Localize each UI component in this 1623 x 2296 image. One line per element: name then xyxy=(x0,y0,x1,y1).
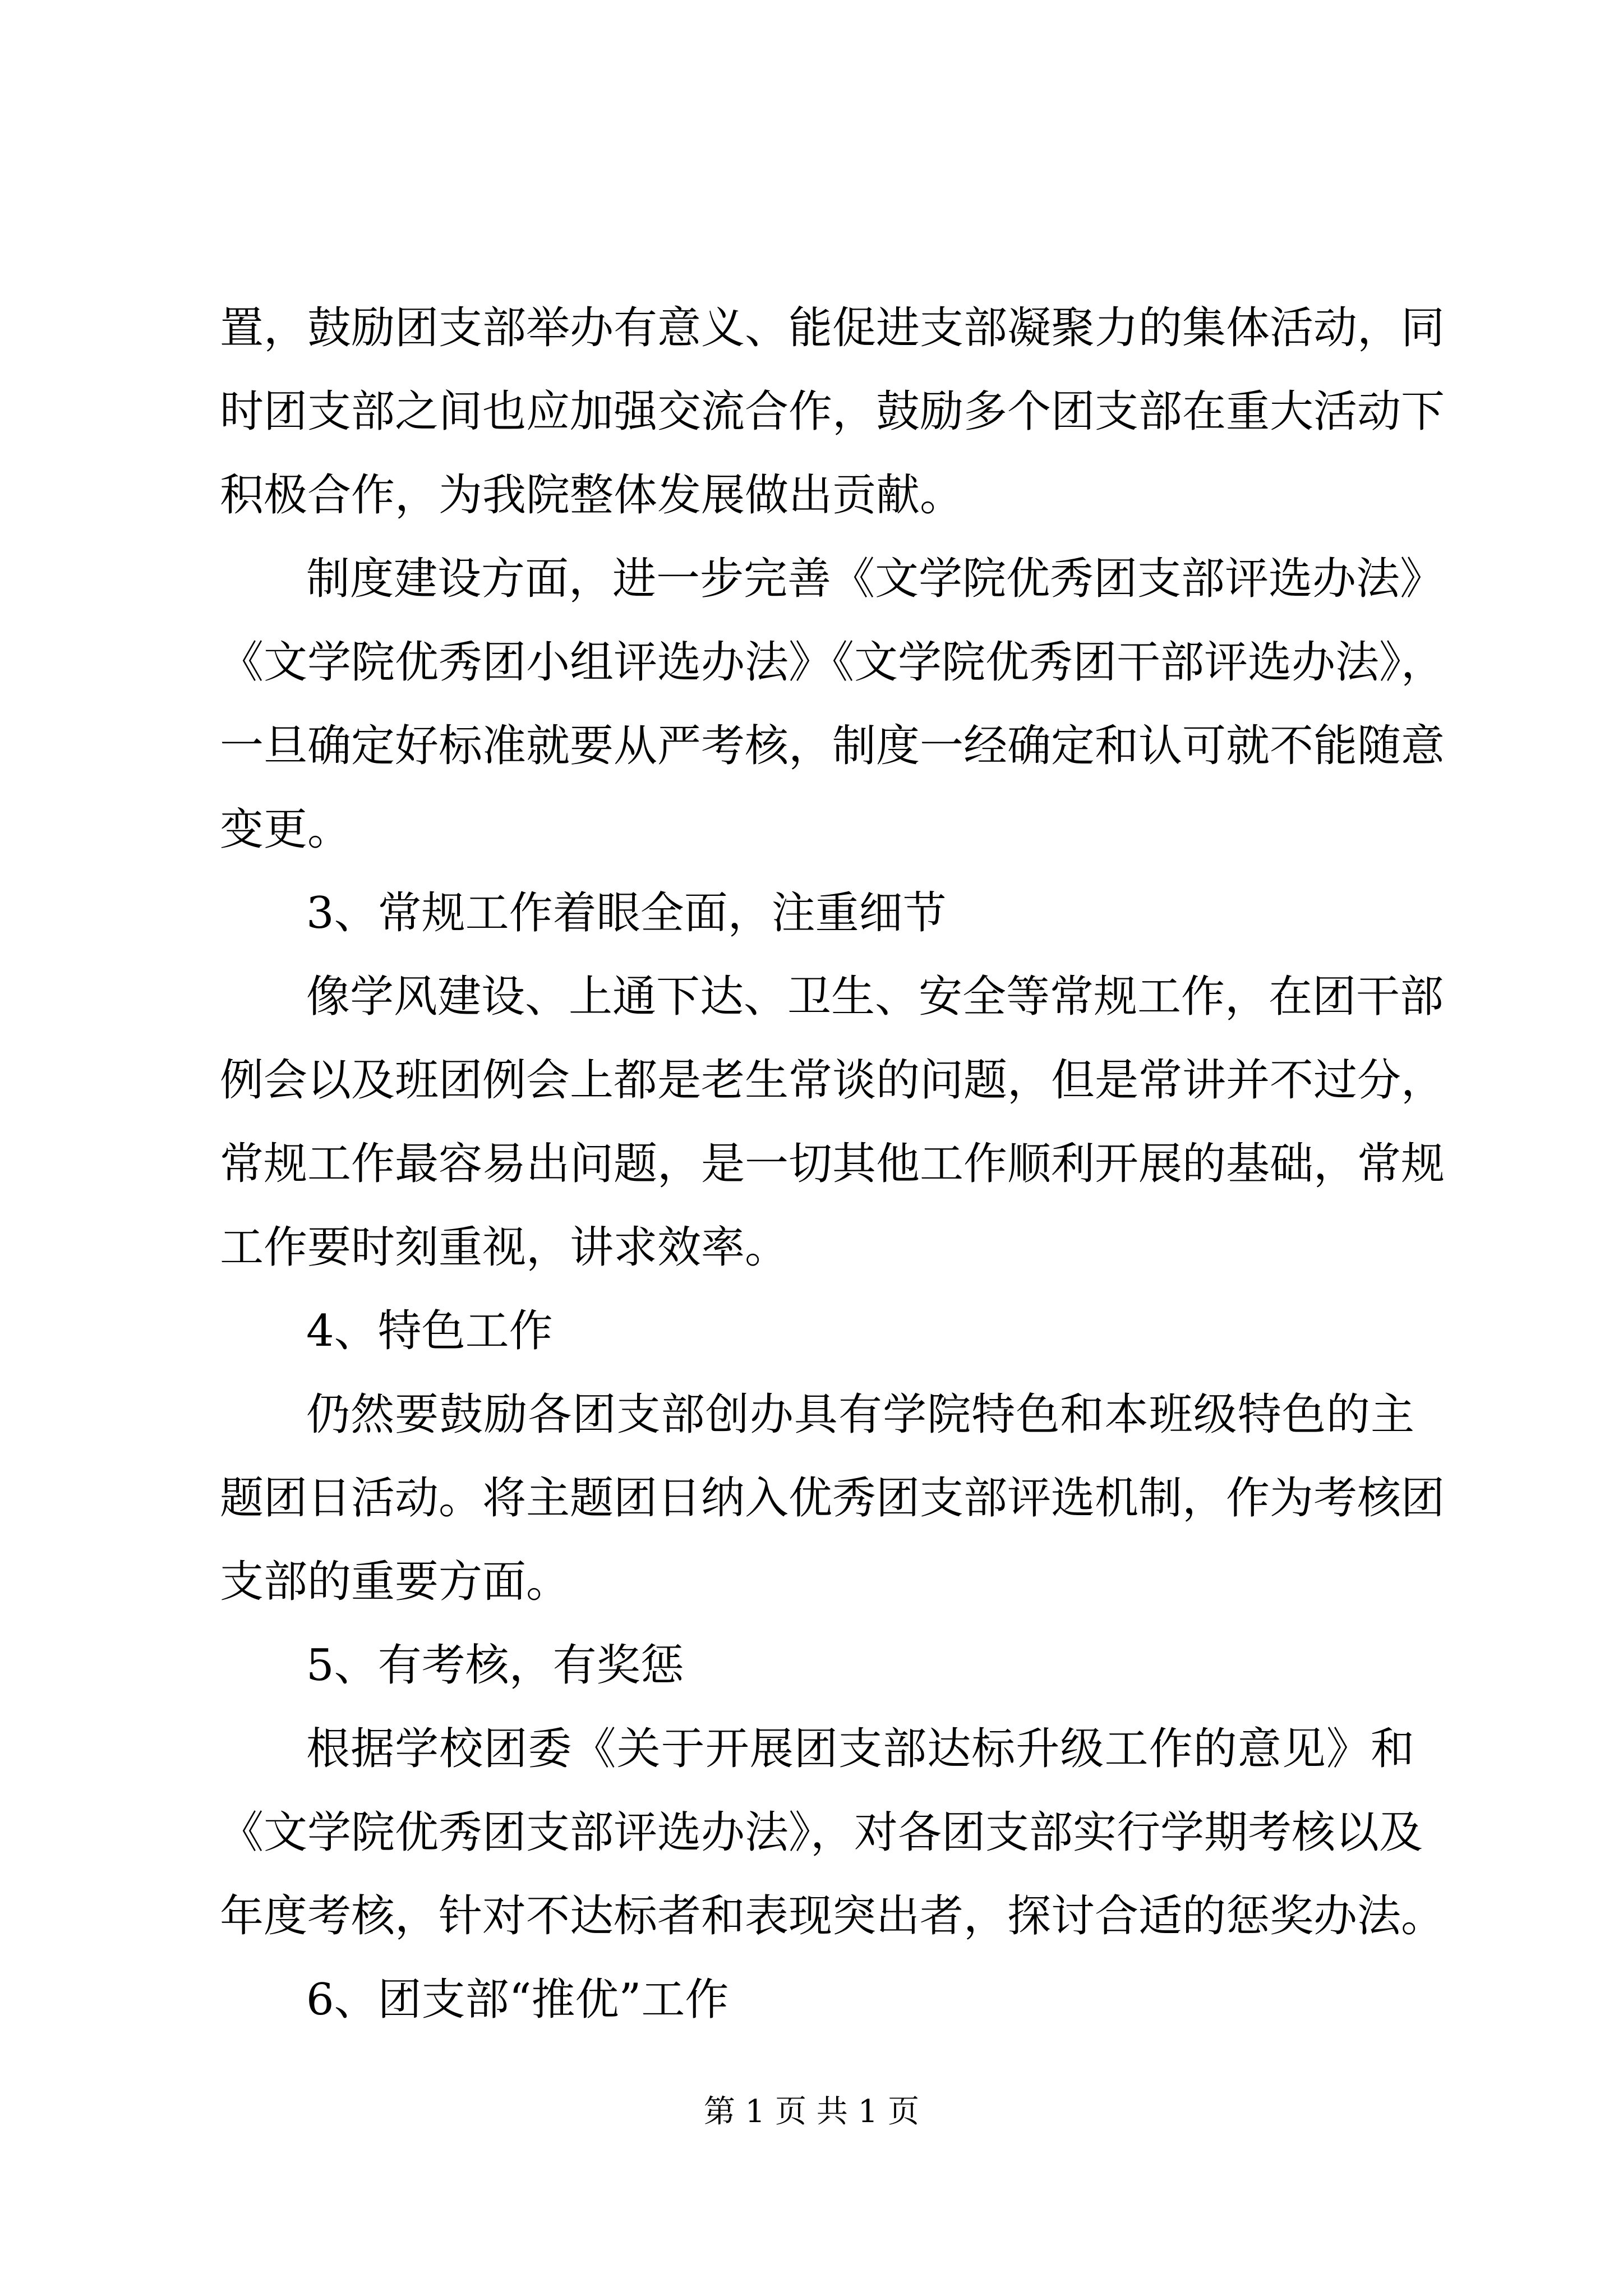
text-line: 5、有考核，有奖惩 xyxy=(306,1640,684,1691)
text-line: 制度建设方面，进一步完善《文学院优秀团支部评选办法》 xyxy=(306,554,1444,604)
text-line: 例会以及班团例会上都是老生常谈的问题，但是常讲并不过分， xyxy=(220,1055,1445,1106)
text-line: 4、特色工作 xyxy=(306,1306,553,1356)
text-line: 根据学校团委《关于开展团支部达标升级工作的意见》和 xyxy=(306,1724,1414,1774)
text-line: 《文学院优秀团小组评选办法》《文学院优秀团干部评选办法》， xyxy=(220,637,1445,688)
page-footer xyxy=(0,2087,1623,2132)
text-line: 时团支部之间也应加强交流合作，鼓励多个团支部在重大活动下 xyxy=(220,386,1445,437)
text-line: 仍然要鼓励各团支部创办具有学院特色和本班级特色的主 xyxy=(306,1389,1414,1440)
page-number-label: 第 1 页 共 1 页 xyxy=(703,2093,920,2130)
text-line: 积极合作，为我院整体发展做出贡献。 xyxy=(220,470,964,521)
text-line: 一旦确定好标准就要从严考核，制度一经确定和认可就不能随意 xyxy=(220,721,1445,771)
text-line: 置，鼓励团支部举办有意义、能促进支部凝聚力的集体活动，同 xyxy=(220,303,1445,353)
text-line: 像学风建设、上通下达、卫生、安全等常规工作，在团干部 xyxy=(306,972,1444,1022)
text-line: 常规工作最容易出问题，是一切其他工作顺利开展的基础，常规 xyxy=(220,1139,1445,1189)
text-line: 题团日活动。将主题团日纳入优秀团支部评选机制，作为考核团 xyxy=(220,1473,1445,1524)
text-line: 工作要时刻重视，讲求效率。 xyxy=(220,1222,789,1273)
document-body xyxy=(220,297,1445,2053)
text-line: 年度考核，针对不达标者和表现突出者，探讨合适的惩奖办法。 xyxy=(220,1891,1445,1941)
text-line: 3、常规工作着眼全面，注重细节 xyxy=(306,888,947,938)
text-line: 变更。 xyxy=(220,804,352,855)
text-line: 支部的重要方面。 xyxy=(220,1557,570,1607)
text-line: 《文学院优秀团支部评选办法》，对各团支部实行学期考核以及 xyxy=(220,1807,1423,1858)
text-line: 6、团支部“推优”工作 xyxy=(306,1975,729,2025)
